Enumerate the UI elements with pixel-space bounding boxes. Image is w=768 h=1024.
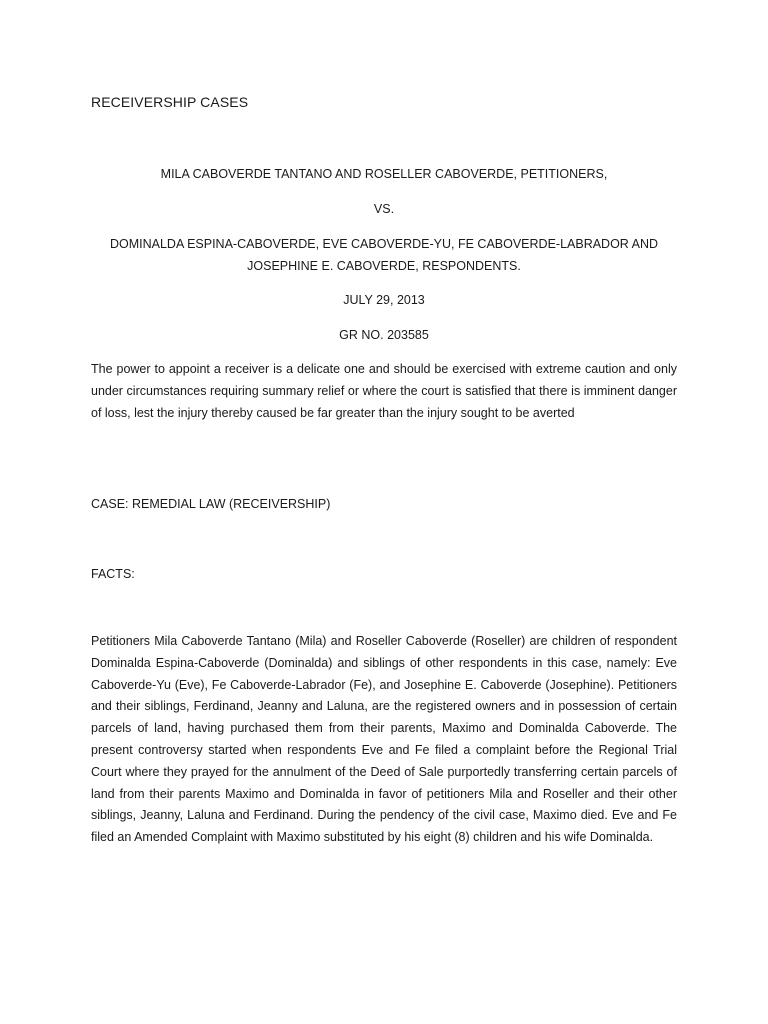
facts-label: FACTS: [91, 567, 135, 581]
petitioners-line: MILA CABOVERDE TANTANO AND ROSELLER CABOVERDE, PETITIONERS, [160, 167, 608, 181]
decision-date: JULY 29, 2013 [343, 293, 425, 307]
facts-paragraph: Petitioners Mila Caboverde Tantano (Mila) and Roseller Caboverde (Roseller) are children of respondent Dominalda Espina-Caboverde (Dominalda) and siblings of other respondents in this case, namely: Eve Caboverde-Yu (Eve), Fe Caboverde-Labrador (Fe), and Josephine E. Caboverde (Josephine). Petitioners and their siblings, Ferdinand, Jeanny and Laluna, are the registered owners and in possession of certain parcels of land, having purchased them from their parents, Maximo and Dominalda Caboverde. The present controversy started when respondents Eve and Fe filed a complaint before the Regional Trial Court where they prayed for the annulment of the Deed of Sale purportedly transferring certain parcels of land from their parents Maximo and Dominalda in favor of petitioners Mila and Roseller and their other siblings, Jeanny, Laluna and Ferdinand. During the pendency of the civil case, Maximo died. Eve and Fe filed an Amended Complaint with Maximo substituted by his eight (8) children and his wife Dominalda. [91, 634, 677, 845]
gr-number: GR NO. 203585 [339, 328, 429, 342]
doctrine-paragraph: The power to appoint a receiver is a delicate one and should be exercised with extreme caution and only under circumstances requiring summary relief or where the court is satisfied that there is imminent danger of loss, lest the injury thereby caused be far greater than the injury sought to be averted [91, 362, 677, 420]
case-label: CASE: REMEDIAL LAW (RECEIVERSHIP) [91, 497, 331, 511]
document-title: RECEIVERSHIP CASES [91, 94, 249, 110]
versus-line: VS. [373, 202, 395, 216]
respondents-line: DOMINALDA ESPINA-CABOVERDE, EVE CABOVERDE-YU, FE CABOVERDE-LABRADOR AND JOSEPHINE E. CABOVERDE, RESPONDENTS. [109, 237, 659, 273]
